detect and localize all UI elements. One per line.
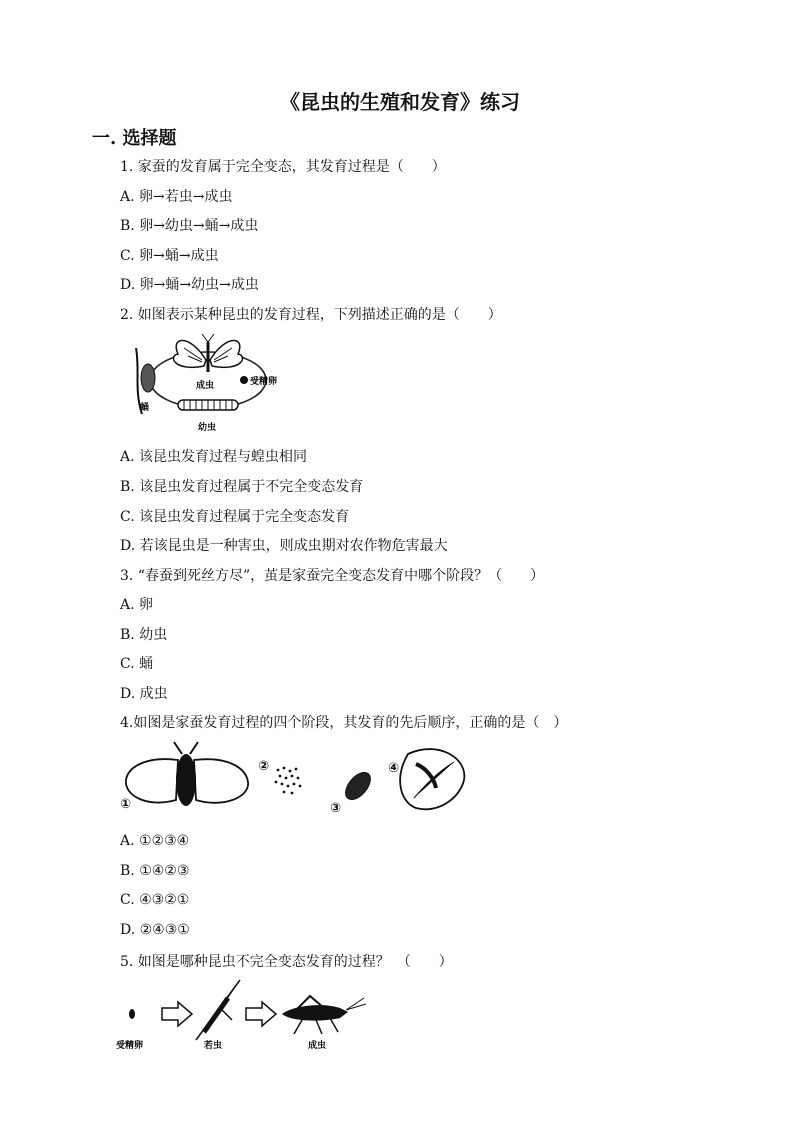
question-5-stem: 5. 如图是哪种昆虫不完全变态发育的过程？ （ ） xyxy=(120,954,453,970)
q4-option-c: C. ④③②① xyxy=(120,892,190,908)
silkworm-eggs-drawing xyxy=(275,767,302,795)
section-heading: 一. 选择题 xyxy=(92,128,177,149)
q3-option-a: A. 卵 xyxy=(120,597,154,613)
nymph-drawing xyxy=(196,980,240,1040)
silkworm-stages-figure xyxy=(118,738,474,820)
question-1-stem: 1. 家蚕的发育属于完全变态，其发育过程是（ ） xyxy=(120,159,446,175)
label-pupa: 蛹 xyxy=(140,403,150,413)
page-title: 《昆虫的生殖和发育》练习 xyxy=(280,90,520,114)
q2-option-b: B. 该昆虫发育过程属于不完全变态发育 xyxy=(120,479,364,495)
butterfly-lifecycle-figure xyxy=(126,330,286,436)
label-fertilized-egg: 受精卵 xyxy=(250,377,278,387)
q1-option-d: D. 卵→蛹→幼虫→成虫 xyxy=(120,277,259,293)
q4-option-a: A. ①②③④ xyxy=(120,833,190,849)
q4-option-d: D. ②④③① xyxy=(120,922,190,938)
silkworm-larva-on-leaf-drawing xyxy=(400,749,464,809)
q4-option-b: B. ①④②③ xyxy=(120,863,190,879)
q3-option-d: D. 成虫 xyxy=(120,686,168,702)
marker-4: ④ xyxy=(388,761,400,776)
larva-drawing xyxy=(178,400,238,410)
silkworm-pupa-drawing xyxy=(341,768,375,804)
question-4-stem: 4.如图是家蚕发育过程的四个阶段，其发育的先后顺序，正确的是（ ） xyxy=(120,715,568,731)
question-2-stem: 2. 如图表示某种昆虫的发育过程，下列描述正确的是（ ） xyxy=(120,307,502,323)
q3-option-b: B. 幼虫 xyxy=(120,627,168,643)
egg-drawing xyxy=(240,376,248,384)
marker-2: ② xyxy=(258,759,270,774)
arrow-icon xyxy=(162,1002,192,1026)
q2-option-c: C. 该昆虫发育过程属于完全变态发育 xyxy=(120,509,350,525)
label-adult-5: 成虫 xyxy=(308,1041,327,1050)
grasshopper-adult-drawing xyxy=(282,996,366,1034)
q2-option-a: A. 该昆虫发育过程与蝗虫相同 xyxy=(120,449,308,465)
label-adult: 成虫 xyxy=(196,381,215,391)
question-3-stem: 3. “春蚕到死丝方尽”，茧是家蚕完全变态发育中哪个阶段？（ ） xyxy=(120,568,545,584)
q1-option-a: A. 卵→若虫→成虫 xyxy=(120,189,233,205)
grasshopper-egg-drawing xyxy=(129,1009,135,1019)
label-fertilized-egg-5: 受精卵 xyxy=(116,1041,144,1050)
q1-option-b: B. 卵→幼虫→蛹→成虫 xyxy=(120,218,259,234)
q2-option-d: D. 若该昆虫是一种害虫，则成虫期对农作物危害最大 xyxy=(120,538,448,554)
arrow-icon-2 xyxy=(246,1002,276,1026)
silkworm-moth-drawing xyxy=(126,742,248,806)
label-larva: 幼虫 xyxy=(198,423,217,433)
q3-option-c: C. 蛹 xyxy=(120,656,154,672)
marker-1: ① xyxy=(120,797,132,812)
q1-option-c: C. 卵→蛹→成虫 xyxy=(120,248,219,264)
marker-3: ③ xyxy=(330,801,342,816)
butterfly-adult-drawing xyxy=(174,334,243,372)
label-nymph: 若虫 xyxy=(204,1041,223,1050)
grasshopper-lifecycle-figure xyxy=(116,978,370,1050)
